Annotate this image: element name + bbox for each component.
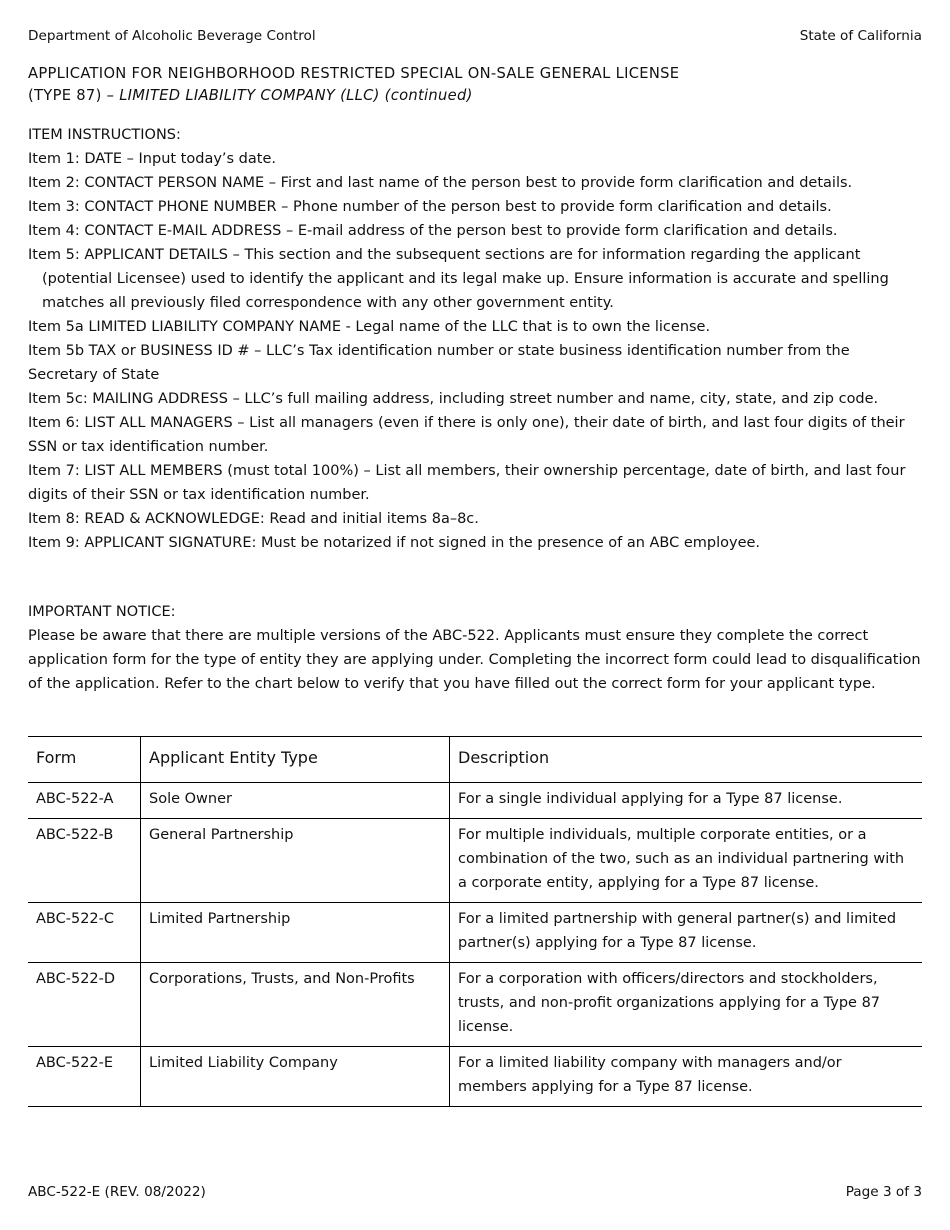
page-number: Page 3 of 3 bbox=[845, 1184, 922, 1200]
item-instructions bbox=[28, 123, 922, 555]
description-cell: For a single individual applying for a Type 87 license. bbox=[450, 783, 923, 819]
page-footer bbox=[28, 1184, 922, 1200]
title-line-2 bbox=[28, 85, 922, 107]
notice-text: Please be aware that there are multiple versions of the ABC-522. Applicants must ensure they complete the correct application form for the type of entity they are applying under. Completing the incorrect form could lead to disqualification of the application. Refer to the chart below to verify that you have filled out the correct form for your applicant type. bbox=[28, 628, 921, 692]
table-header-row bbox=[28, 737, 922, 783]
instruction-item-8: Item 8: READ & ACKNOWLEDGE: Read and initial items 8a–8c. bbox=[28, 511, 479, 527]
description-cell: For a limited liability company with managers and/or members applying for a Type 87 license. bbox=[450, 1047, 923, 1107]
column-header-entity-type: Applicant Entity Type bbox=[141, 737, 450, 783]
instruction-item-7: Item 7: LIST ALL MEMBERS (must total 100%) – List all members, their ownership percentage, date of birth, and last four digits of their SSN or tax identification number. bbox=[28, 463, 906, 503]
description-cell: For a corporation with officers/directors and stockholders, trusts, and non-profit organizations applying for a Type 87 license. bbox=[450, 963, 923, 1047]
instruction-item-5c: Item 5c: MAILING ADDRESS – LLC’s full mailing address, including street number and name, city, state, and zip code. bbox=[28, 391, 879, 407]
state-name: State of California bbox=[799, 28, 922, 44]
instruction-item-5: Item 5: APPLICANT DETAILS – This section and the subsequent sections are for information regarding the applicant (potential Licensee) used to identify the applicant and its legal make up. Ensure information is accurate and spelling matches all previously filed correspondence with any other government entity. bbox=[28, 247, 889, 311]
form-cell: ABC-522-D bbox=[28, 963, 141, 1047]
form-cell: ABC-522-B bbox=[28, 819, 141, 903]
table-row bbox=[28, 963, 922, 1047]
instruction-item-2: Item 2: CONTACT PERSON NAME – First and last name of the person best to provide form clarification and details. bbox=[28, 175, 853, 191]
instruction-item-6: Item 6: LIST ALL MANAGERS – List all managers (even if there is only one), their date of birth, and last four digits of their SSN or tax identification number. bbox=[28, 415, 905, 455]
instruction-item-1: Item 1: DATE – Input today’s date. bbox=[28, 151, 276, 167]
instruction-item-9: Item 9: APPLICANT SIGNATURE: Must be notarized if not signed in the presence of an ABC employee. bbox=[28, 535, 761, 551]
title-line-1: APPLICATION FOR NEIGHBORHOOD RESTRICTED SPECIAL ON-SALE GENERAL LICENSE bbox=[28, 65, 680, 82]
column-header-form: Form bbox=[28, 737, 141, 783]
column-header-description: Description bbox=[450, 737, 923, 783]
instruction-item-5a: Item 5a LIMITED LIABILITY COMPANY NAME - Legal name of the LLC that is to own the license. bbox=[28, 319, 711, 335]
form-title bbox=[28, 63, 922, 107]
entity-type-cell: General Partnership bbox=[141, 819, 450, 903]
instruction-item-4: Item 4: CONTACT E-MAIL ADDRESS – E-mail address of the person best to provide form clarification and details. bbox=[28, 223, 838, 239]
form-revision: ABC-522-E (REV. 08/2022) bbox=[28, 1184, 206, 1200]
title-entity: LIMITED LIABILITY COMPANY (LLC) (continued) bbox=[119, 87, 473, 104]
entity-type-cell: Corporations, Trusts, and Non-Profits bbox=[141, 963, 450, 1047]
description-cell: For a limited partnership with general partner(s) and limited partner(s) applying for a Type 87 license. bbox=[450, 903, 923, 963]
entity-type-cell: Sole Owner bbox=[141, 783, 450, 819]
instructions-heading: ITEM INSTRUCTIONS: bbox=[28, 127, 181, 143]
entity-type-cell: Limited Liability Company bbox=[141, 1047, 450, 1107]
table-row bbox=[28, 783, 922, 819]
form-cell: ABC-522-C bbox=[28, 903, 141, 963]
instruction-item-3: Item 3: CONTACT PHONE NUMBER – Phone number of the person best to provide form clarification and details. bbox=[28, 199, 832, 215]
entity-type-cell: Limited Partnership bbox=[141, 903, 450, 963]
title-type: (TYPE 87) – bbox=[28, 87, 120, 104]
notice-heading: IMPORTANT NOTICE: bbox=[28, 604, 176, 620]
form-cell: ABC-522-E bbox=[28, 1047, 141, 1107]
page-header bbox=[28, 28, 922, 44]
table-row bbox=[28, 1047, 922, 1107]
description-cell: For multiple individuals, multiple corporate entities, or a combination of the two, such as an individual partnering with a corporate entity, applying for a Type 87 license. bbox=[450, 819, 923, 903]
form-cell: ABC-522-A bbox=[28, 783, 141, 819]
instruction-item-5b: Item 5b TAX or BUSINESS ID # – LLC’s Tax identification number or state business identification number from the Secretary of State bbox=[28, 343, 850, 383]
important-notice bbox=[28, 600, 922, 696]
department-name: Department of Alcoholic Beverage Control bbox=[28, 28, 316, 44]
table-row bbox=[28, 903, 922, 963]
table-row bbox=[28, 819, 922, 903]
form-version-table bbox=[28, 736, 922, 1107]
